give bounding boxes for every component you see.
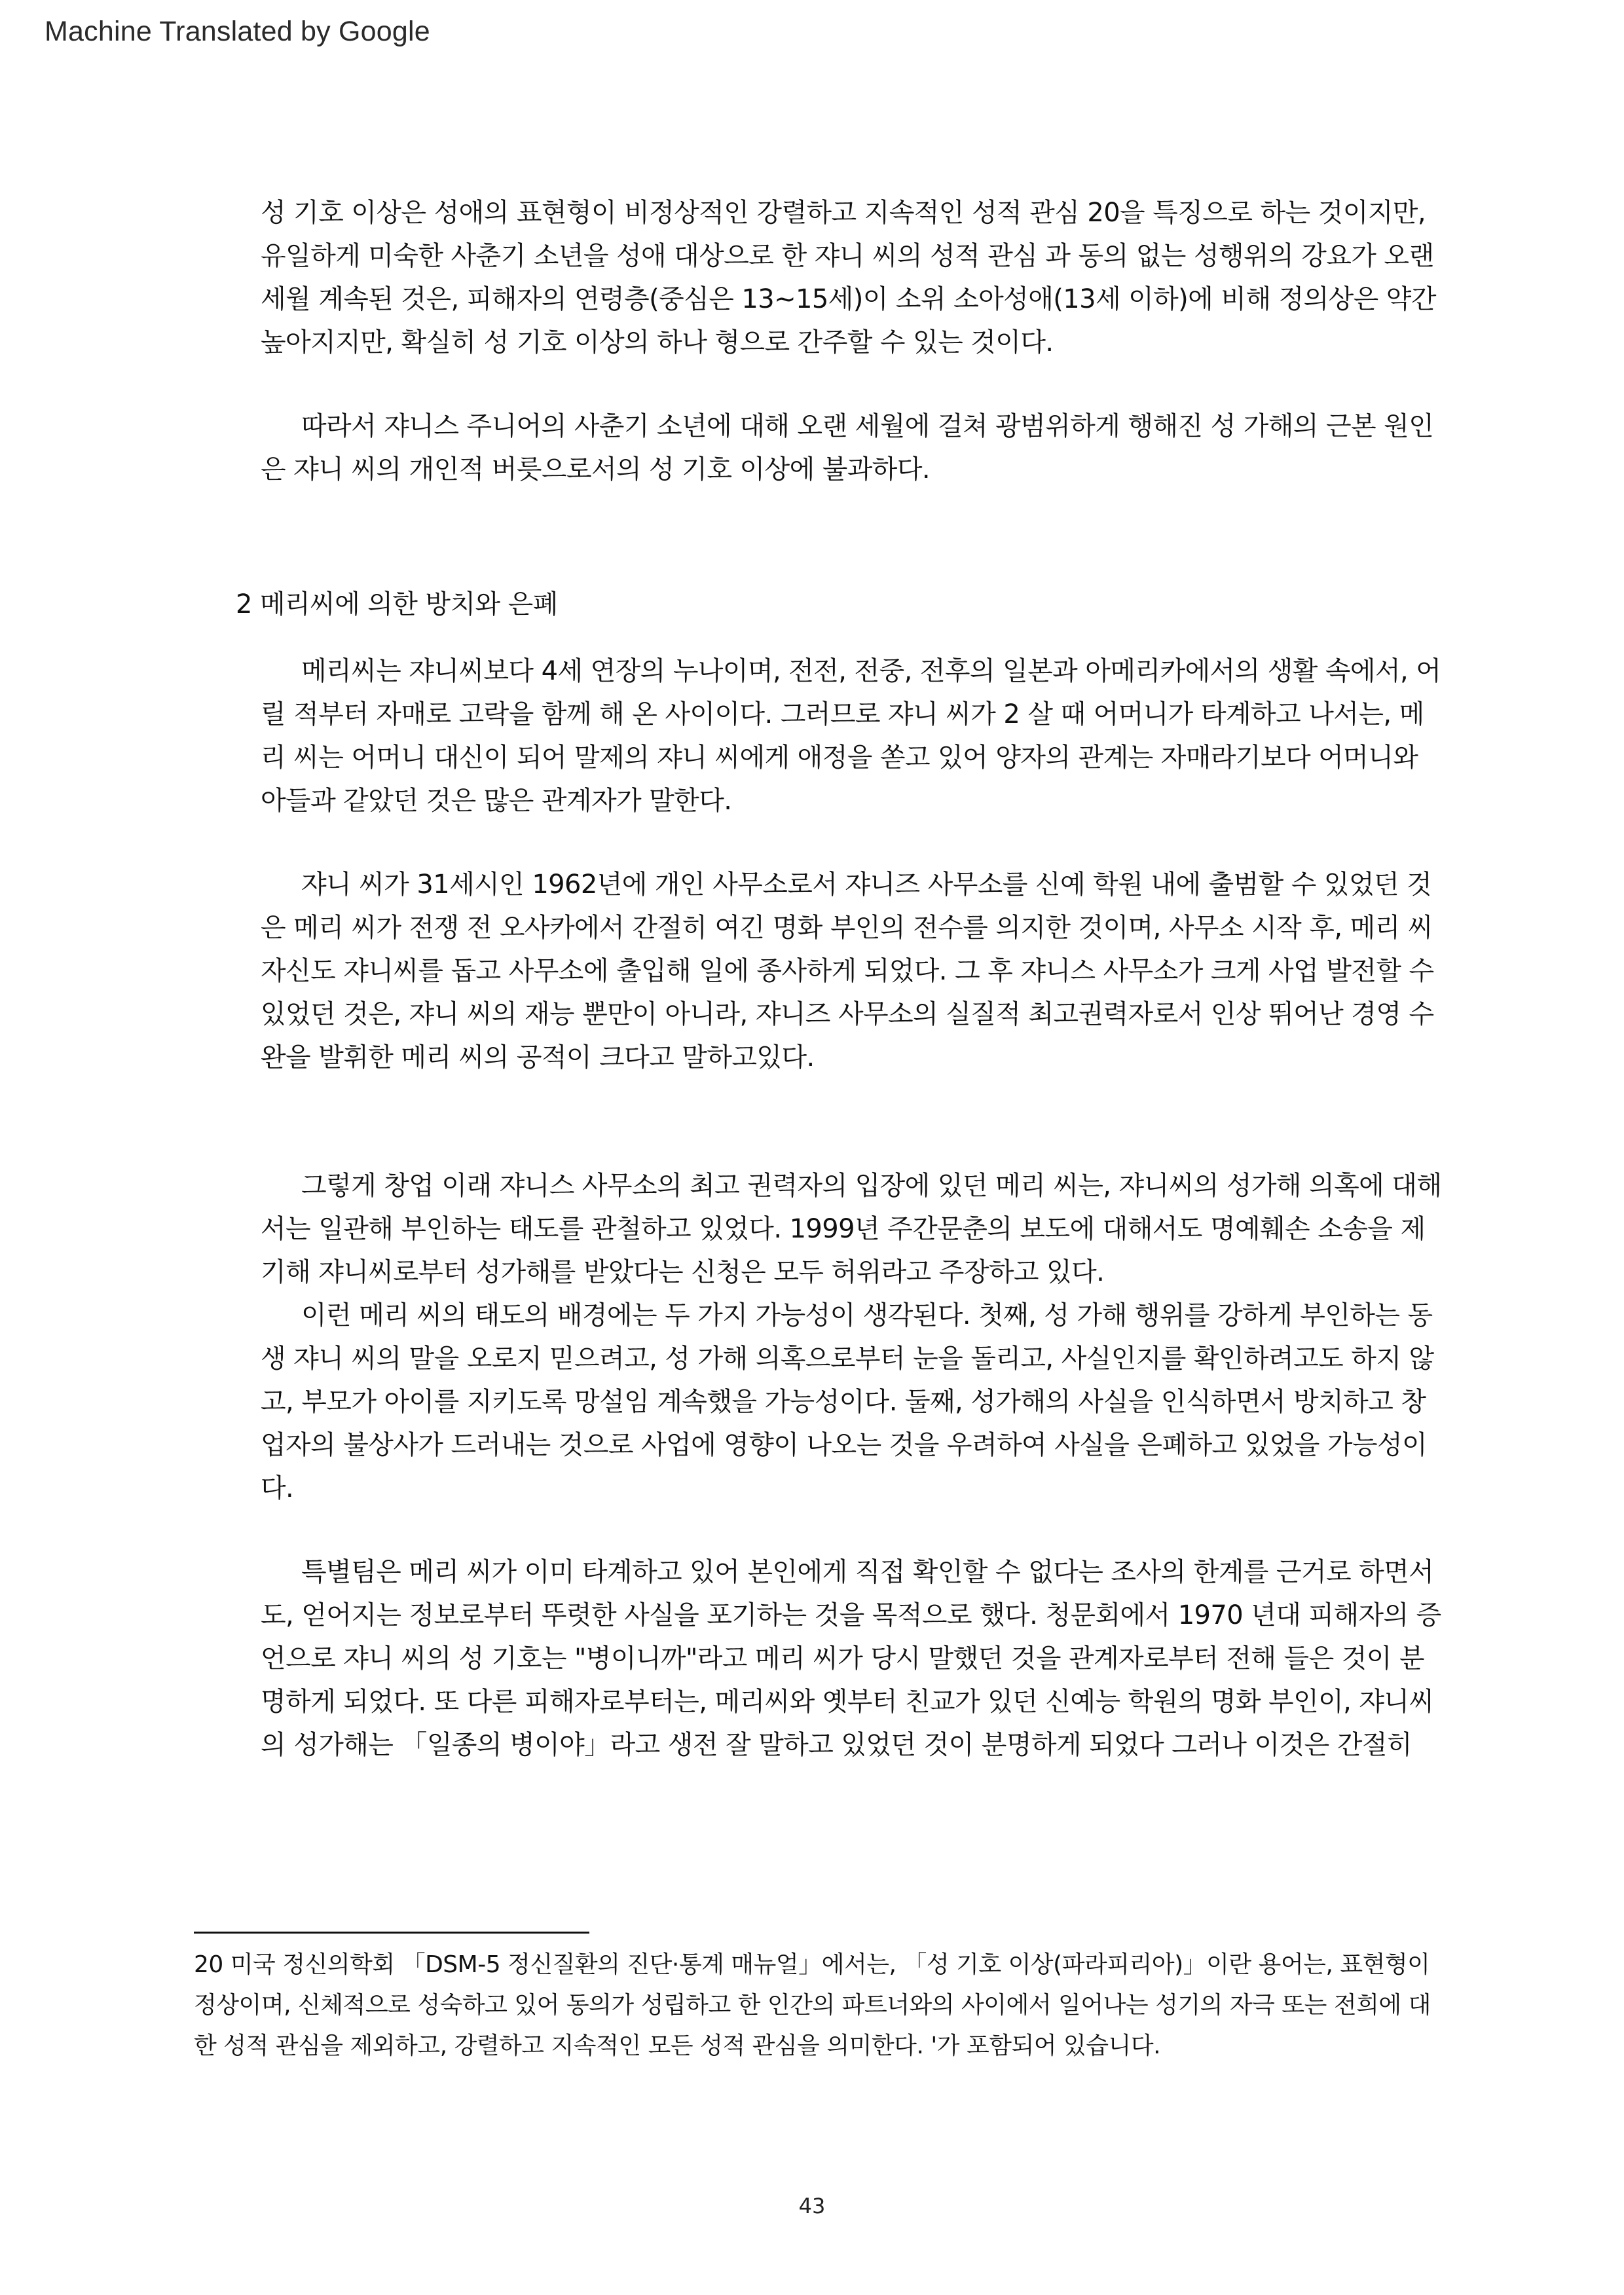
section-heading: 2 메리씨에 의한 방치와 은폐 [236,589,558,619]
body-paragraph: 메리씨는 쟈니씨보다 4세 연장의 누나이며, 전전, 전중, 전후의 일본과 아메리카에서의 생활 속에서, 어릴 적부터 자매로 고락을 함께 해 온 사이이다. 그러므로 쟈니 씨가 2 살 때 어머니가 타계하고 나서는, 메리 씨는 어머니 대신이 되어 말제의 쟈니 씨에게 애정을 쏟고 있어 양자의 관계는 자매라기보다 어머니와 아들과 같았던 것은 많은 관계자가 말한다. [261,656,1441,816]
body-paragraph: 특별팀은 메리 씨가 이미 타계하고 있어 본인에게 직접 확인할 수 없다는 조사의 한계를 근거로 하면서도, 얻어지는 정보로부터 뚜렷한 사실을 포기하는 것을 목적으로 했다. 청문회에서 1970 년대 피해자의 증언으로 쟈니 씨의 성 기호는 "병이니까"라고 메리 씨가 당시 말했던 것을 관계자로부터 전해 들은 것이 분명하게 되었다. 또 다른 피해자로부터는, 메리씨와 옛부터 친교가 있던 신예능 학원의 명화 부인이, 쟈니씨의 성가해는 「일종의 병이야」라고 생전 잘 말하고 있었던 것이 분명하게 되었다 그러나 이것은 간절히 [261,1557,1441,1760]
body-paragraph: 따라서 쟈니스 주니어의 사춘기 소년에 대해 오랜 세월에 걸쳐 광범위하게 행해진 성 가해의 근본 원인은 쟈니 씨의 개인적 버릇으로서의 성 기호 이상에 불과하다. [261,411,1434,485]
body-paragraph: 그렇게 창업 이래 쟈니스 사무소의 최고 권력자의 입장에 있던 메리 씨는, 쟈니씨의 성가해 의혹에 대해서는 일관해 부인하는 태도를 관철하고 있었다. 1999년 주간문춘의 보도에 대해서도 명예훼손 소송을 제기해 쟈니씨로부터 성가해를 받았다는 신청은 모두 허위라고 주장하고 있다. [261,1171,1442,1287]
page-number: 43 [798,2194,826,2218]
body-paragraph: 이런 메리 씨의 태도의 배경에는 두 가지 가능성이 생각된다. 첫째, 성 가해 행위를 강하게 부인하는 동생 쟈니 씨의 말을 오로지 믿으려고, 성 가해 의혹으로부터 눈을 돌리고, 사실인지를 확인하려고도 하지 않고, 부모가 아이를 지키도록 망설임 계속했을 가능성이다. 둘째, 성가해의 사실을 인식하면서 방치하고 창업자의 불상사가 드러내는 것으로 사업에 영향이 나오는 것을 우려하여 사실을 은폐하고 있었을 가능성이다. [261,1300,1434,1503]
footnote-text: 20 미국 정신의학회 「DSM-5 정신질환의 진단·통계 매뉴얼」에서는, 「성 기호 이상(파라피리아)」이란 용어는, 표현형이 정상이며, 신체적으로 성숙하고 있어 동의가 성립하고 한 인간의 파트너와의 사이에서 일어나는 성기의 자극 또는 전희에 대한 성적 관심을 제외하고, 강렬하고 지속적인 모든 성적 관심을 의미한다. '가 포함되어 있습니다. [194,1951,1431,2059]
body-paragraph: 쟈니 씨가 31세시인 1962년에 개인 사무소로서 쟈니즈 사무소를 신예 학원 내에 출범할 수 있었던 것은 메리 씨가 전쟁 전 오사카에서 간절히 여긴 명화 부인의 전수를 의지한 것이며, 사무소 시작 후, 메리 씨 자신도 쟈니씨를 돕고 사무소에 출입해 일에 종사하게 되었다. 그 후 쟈니스 사무소가 크게 사업 발전할 수 있었던 것은, 쟈니 씨의 재능 뿐만이 아니라, 쟈니즈 사무소의 실질적 최고권력자로서 인상 뛰어난 경영 수완을 발휘한 메리 씨의 공적이 크다고 말하고있다. [261,870,1434,1073]
footnote-divider [194,1932,589,1934]
body-paragraph: 성 기호 이상은 성애의 표현형이 비정상적인 강렬하고 지속적인 성적 관심 20을 특징으로 하는 것이지만, 유일하게 미숙한 사춘기 소년을 성애 대상으로 한 쟈니 씨의 성적 관심 과 동의 없는 성행위의 강요가 오랜 세월 계속된 것은, 피해자의 연령층(중심은 13~15세)이 소위 소아성애(13세 이하)에 비해 정의상은 약간 높아지지만, 확실히 성 기호 이상의 하나 형으로 간주할 수 있는 것이다. [261,198,1436,358]
page-body [236,191,1446,1767]
machine-translation-label: Machine Translated by Google [45,16,430,47]
